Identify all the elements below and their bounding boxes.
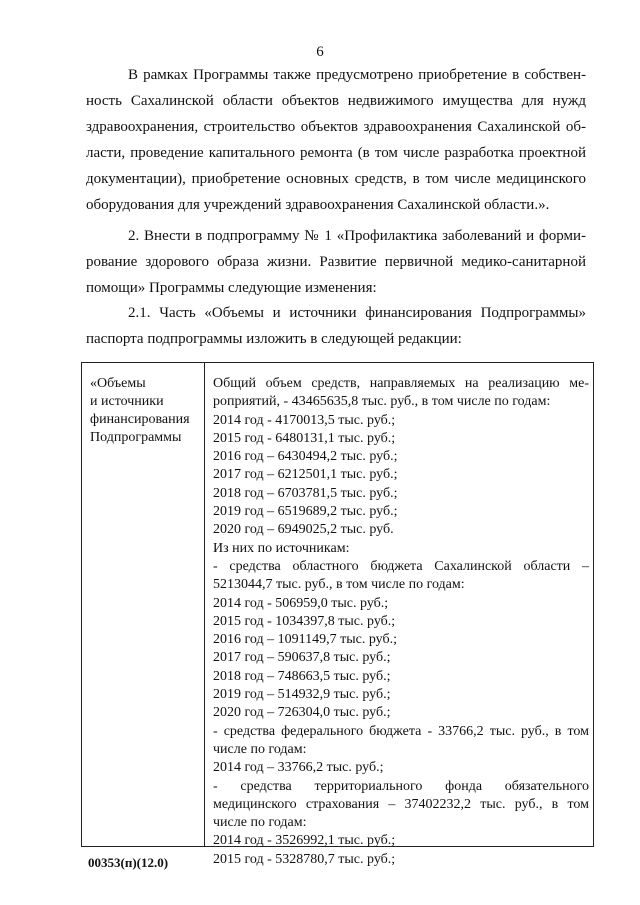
text-line: числе по годам: bbox=[213, 741, 307, 757]
table-cell-heading bbox=[90, 375, 190, 447]
text-line: оборудования для учреждений здравоохранения Сахалинской области.». bbox=[86, 197, 550, 213]
document-code: 00353(п)(12.0) bbox=[88, 855, 169, 870]
text-line: 2015 год - 5328780,7 тыс. руб.; bbox=[213, 851, 396, 867]
text-line: 2014 год - 3526992,1 тыс. руб.; bbox=[213, 833, 396, 849]
text-line: помощи» Программы следующие изменения: bbox=[86, 280, 377, 296]
text-line: 2014 год – 33766,2 тыс. руб.; bbox=[213, 760, 384, 776]
column-divider bbox=[204, 363, 205, 846]
table-cell-content bbox=[213, 375, 589, 869]
text-line: 2018 год – 6703781,5 тыс. руб.; bbox=[213, 485, 398, 501]
text-line: финансирования bbox=[90, 412, 190, 427]
text-line: документации), приобретение основных средств, в том числе медицинского bbox=[86, 171, 586, 187]
text-line: 2016 год – 6430494,2 тыс. руб.; bbox=[213, 449, 398, 465]
text-line: 2015 год - 1034397,8 тыс. руб.; bbox=[213, 613, 396, 629]
text-line: медицинского страхования – 37402232,2 тыс. руб., в том bbox=[213, 796, 589, 812]
text-line: 2016 год – 1091149,7 тыс. руб.; bbox=[213, 632, 397, 648]
text-line: 2017 год – 590637,8 тыс. руб.; bbox=[213, 650, 391, 666]
text-line: Подпрограммы bbox=[90, 430, 182, 445]
text-line: 5213044,7 тыс. руб., в том числе по годам: bbox=[213, 577, 465, 593]
text-line: Из них по источникам: bbox=[213, 540, 350, 556]
text-line: рование здорового образа жизни. Развитие первичной медико-санитарной bbox=[86, 254, 586, 270]
text-line: 2019 год – 6519689,2 тыс. руб.; bbox=[213, 504, 398, 520]
text-line: В рамках Программы также предусмотрено приобретение в собствен- bbox=[128, 67, 586, 83]
text-line: 2020 год – 726304,0 тыс. руб.; bbox=[213, 705, 391, 721]
text-line: паспорта подпрограммы изложить в следующей редакции: bbox=[86, 331, 462, 347]
text-line: 2018 год – 748663,5 тыс. руб.; bbox=[213, 668, 391, 684]
text-line: 2015 год - 6480131,1 тыс. руб.; bbox=[213, 430, 396, 446]
text-line: 2014 год - 4170013,5 тыс. руб.; bbox=[213, 412, 396, 428]
text-line: ласти, проведение капитального ремонта (в том числе разработка проектной bbox=[86, 145, 586, 161]
text-line: и источники bbox=[90, 394, 164, 409]
text-line: числе по годам: bbox=[213, 815, 307, 831]
text-line: 2.1. Часть «Объемы и источники финансирования Подпрограммы» bbox=[128, 305, 586, 321]
text-line: 2020 год – 6949025,2 тыс. руб. bbox=[213, 522, 394, 538]
text-line: здравоохранения, строительство объектов здравоохранения Сахалинской об- bbox=[86, 119, 586, 135]
text-line: Общий объем средств, направляемых на реализацию ме- bbox=[213, 376, 589, 391]
paragraph-subprogram-changes bbox=[86, 223, 586, 301]
text-line: 2014 год - 506959,0 тыс. руб.; bbox=[213, 595, 389, 611]
paragraph-acquisition bbox=[86, 62, 586, 218]
text-line: - средства областного бюджета Сахалинской области – bbox=[213, 558, 589, 574]
text-line: ность Сахалинской области объектов недвижимого имущества для нужд bbox=[86, 93, 586, 109]
text-line: 2017 год – 6212501,1 тыс. руб.; bbox=[213, 467, 398, 483]
text-line: 2019 год – 514932,9 тыс. руб.; bbox=[213, 687, 391, 703]
paragraph-financing-section bbox=[86, 300, 586, 352]
page-number: 6 bbox=[316, 44, 324, 60]
text-line: - средства территориального фонда обязательного bbox=[213, 778, 589, 794]
text-line: роприятий, - 43465635,8 тыс. руб., в том числе по годам: bbox=[213, 394, 551, 410]
text-line: «Объемы bbox=[90, 376, 146, 391]
text-line: - средства федерального бюджета - 33766,2 тыс. руб., в том bbox=[213, 723, 589, 739]
text-line: 2. Внести в подпрограмму № 1 «Профилактика заболеваний и форми- bbox=[128, 228, 586, 244]
